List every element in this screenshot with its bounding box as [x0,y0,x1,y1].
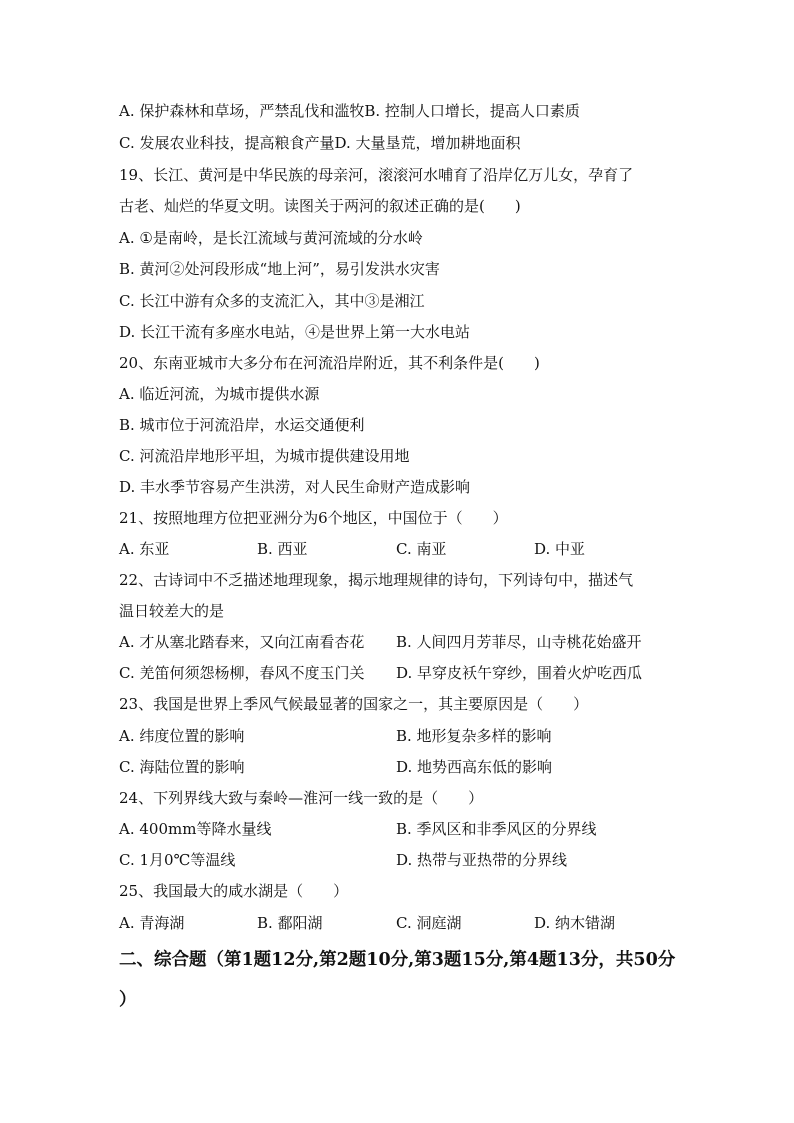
q21-option-c: C. 南亚 [396,540,447,558]
q23-option-b: B. 地形复杂多样的影响 [396,727,552,745]
q19-option-a: A. ①是南岭，是长江流域与黄河流域的分水岭 [119,229,423,247]
q21-option-a: A. 东亚 [119,540,170,558]
q23-stem: 23、我国是世界上季风气候最显著的国家之一，其主要原因是（ ） [119,695,589,713]
q20-option-c: C. 河流沿岸地形平坦，为城市提供建设用地 [119,447,410,465]
q22-option-d: D. 早穿皮袄午穿纱，围着火炉吃西瓜 [396,664,643,682]
section-2-heading-line-1: 二、综合题（第1题12分,第2题10分,第3题15分,第4题13分，共50分 [119,950,676,970]
q21-option-d: D. 中亚 [534,540,586,558]
q24-option-d: D. 热带与亚热带的分界线 [396,851,568,869]
q19-stem-line-2: 古老、灿烂的华夏文明。读图关于两河的叙述正确的是( ) [119,197,521,215]
section-2-heading-line-2: ） [119,990,137,1010]
q20-option-d: D. 丰水季节容易产生洪涝，对人民生命财产造成影响 [119,478,471,496]
q21-option-b: B. 西亚 [257,540,308,558]
q19-stem-line-1: 19、长江、黄河是中华民族的母亲河，滚滚河水哺育了沿岸亿万儿女，孕育了 [119,166,634,184]
q25-option-a: A. 青海湖 [119,914,185,932]
q24-stem: 24、下列界线大致与秦岭—淮河一线一致的是（ ） [119,789,484,807]
q24-option-a: A. 400mm等降水量线 [119,820,272,838]
q22-stem-line-2: 温日较差大的是 [119,602,225,620]
q23-option-a: A. 纬度位置的影响 [119,727,245,745]
q18-option-c-d: C. 发展农业科技，提高粮食产量D. 大量垦荒，增加耕地面积 [119,134,521,152]
q25-stem: 25、我国最大的咸水湖是（ ） [119,882,349,900]
q22-options-row-2 [119,663,679,683]
q22-option-a: A. 才从塞北踏春来，又向江南看杏花 [119,633,365,651]
q21-stem: 21、按照地理方位把亚洲分为6个地区，中国位于（ ） [119,509,508,527]
q22-option-c: C. 羌笛何须怨杨柳，春风不度玉门关 [119,664,365,682]
q24-option-b: B. 季风区和非季风区的分界线 [396,820,597,838]
q23-option-d: D. 地势西高东低的影响 [396,758,553,776]
q23-option-c: C. 海陆位置的影响 [119,758,245,776]
q19-option-b: B. 黄河②处河段形成“地上河”，易引发洪水灾害 [119,260,440,278]
q18-option-a-b: A. 保护森林和草场，严禁乱伐和滥牧B. 控制人口增长，提高人口素质 [119,102,580,120]
q20-option-b: B. 城市位于河流沿岸，水运交通便利 [119,416,365,434]
q23-options-row-1 [119,726,679,746]
q20-stem: 20、东南亚城市大多分布在河流沿岸附近，其不利条件是( ) [119,354,540,372]
q19-option-d: D. 长江干流有多座水电站，④是世界上第一大水电站 [119,323,471,341]
q20-option-a: A. 临近河流，为城市提供水源 [119,385,320,403]
q25-option-b: B. 鄱阳湖 [257,914,323,932]
q23-options-row-2 [119,757,679,777]
q22-stem-line-1: 22、古诗词中不乏描述地理现象，揭示地理规律的诗句，下列诗句中，描述气 [119,571,634,589]
q25-option-c: C. 洞庭湖 [396,914,462,932]
q22-option-b: B. 人间四月芳菲尽，山寺桃花始盛开 [396,633,642,651]
q21-options [119,539,719,559]
q22-options-row-1 [119,632,679,652]
q24-option-c: C. 1月0℃等温线 [119,851,236,869]
q19-option-c: C. 长江中游有众多的支流汇入，其中③是湘江 [119,292,425,310]
q24-options-row-1 [119,819,679,839]
q25-options [119,913,719,933]
q24-options-row-2 [119,850,679,870]
q25-option-d: D. 纳木错湖 [534,914,616,932]
